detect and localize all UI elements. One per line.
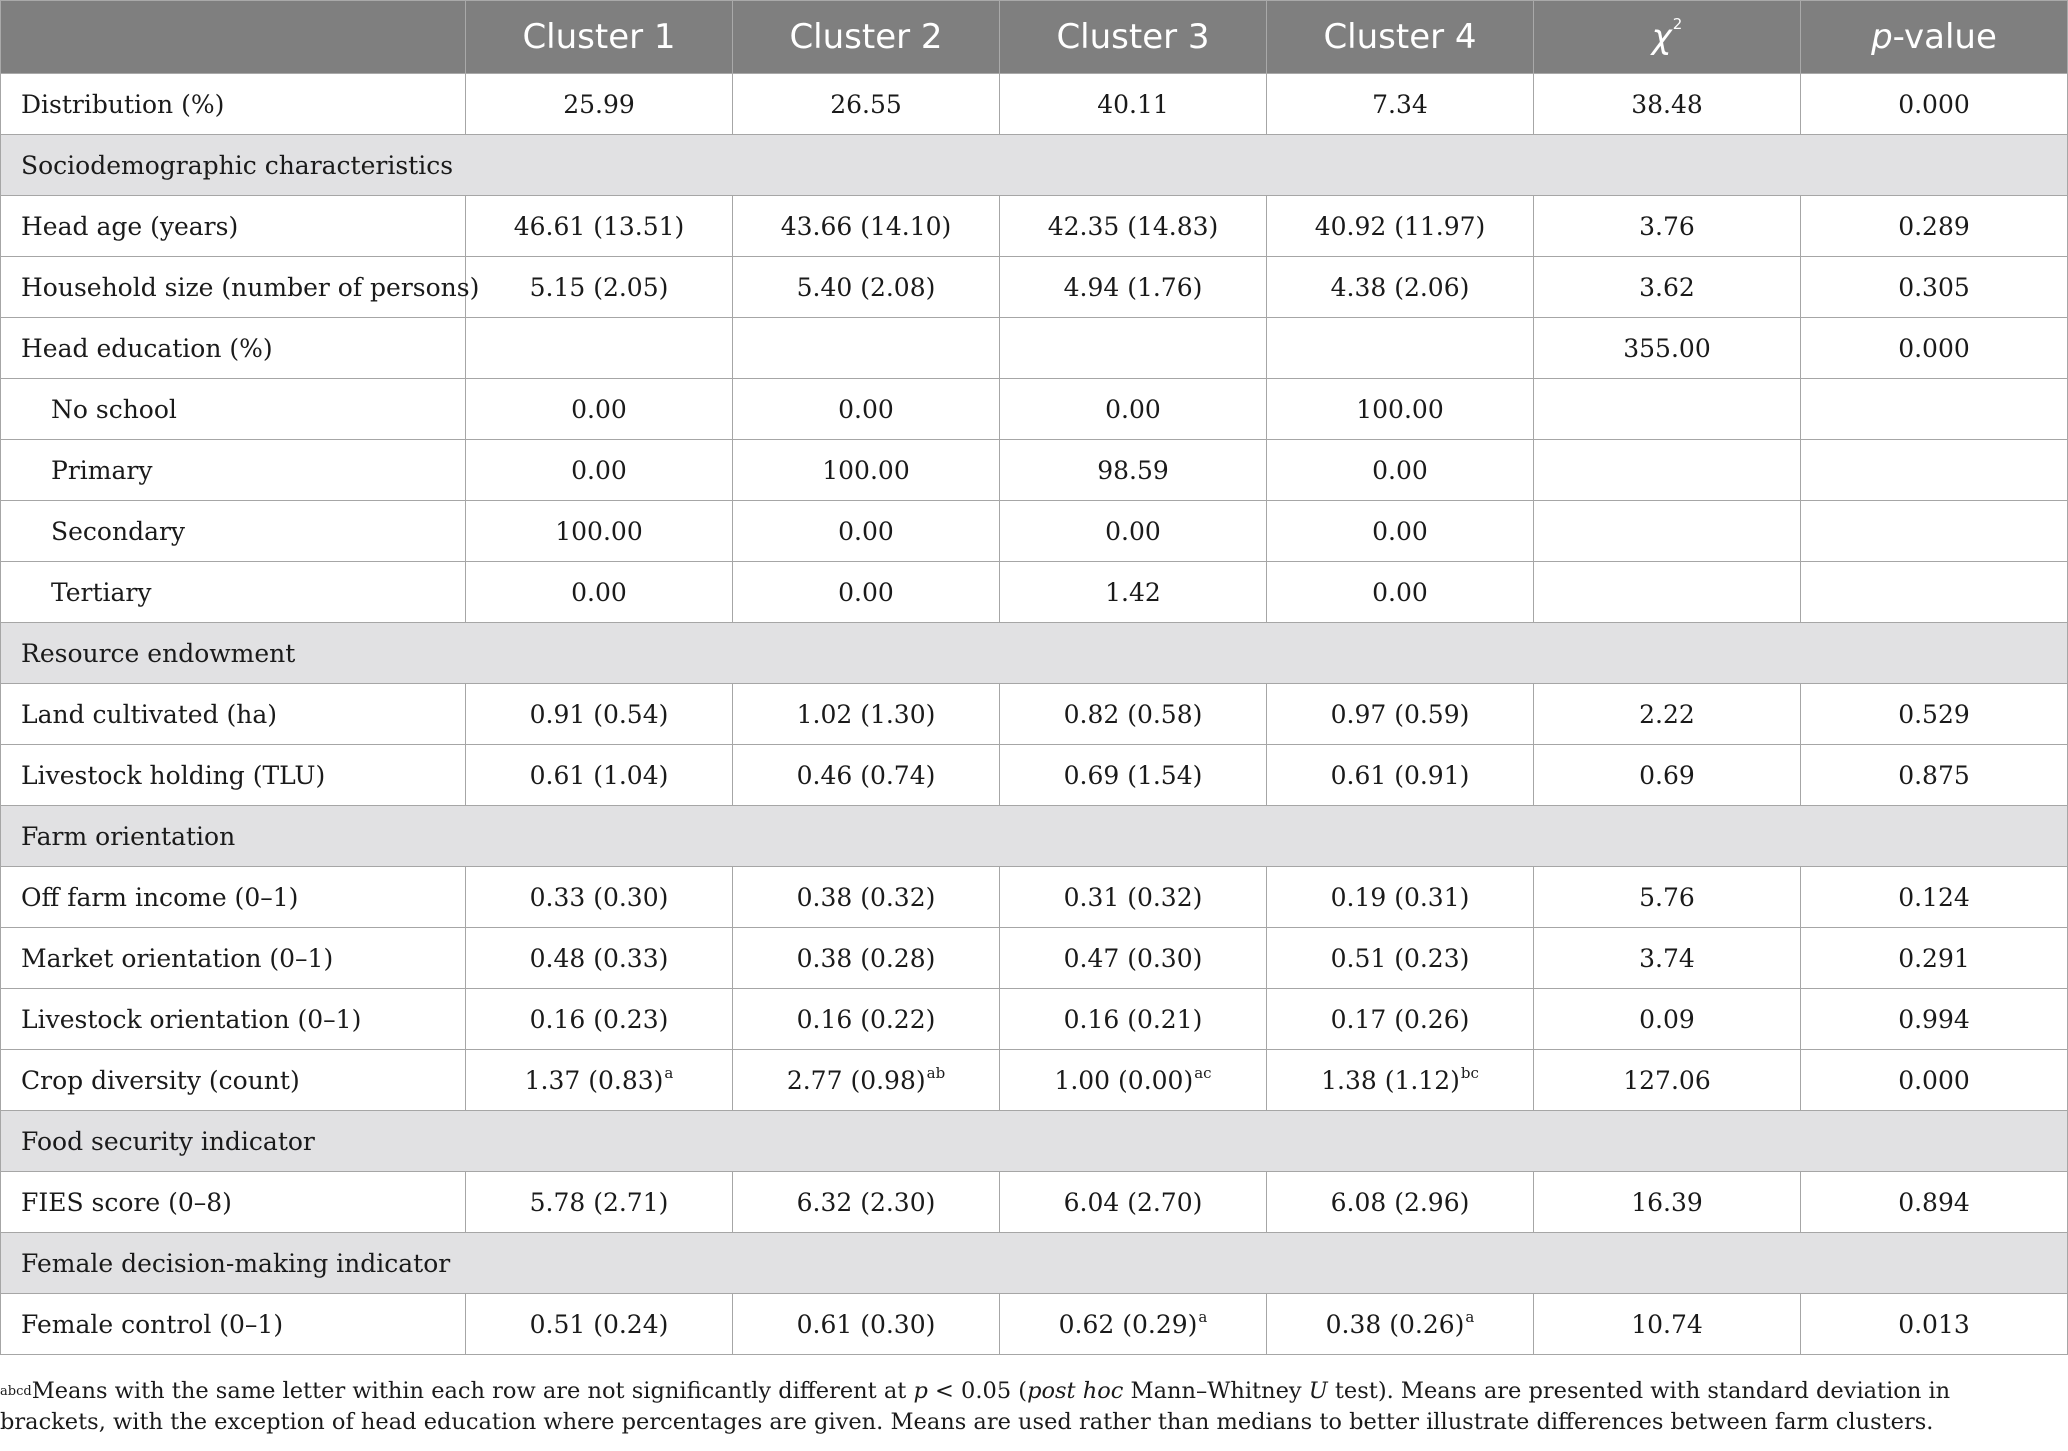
p-value-suffix: -value	[1892, 17, 1997, 57]
cell-value: 0.00	[1372, 516, 1428, 546]
cell-value: 5.78 (2.71)	[529, 1187, 669, 1217]
cell-value: 0.46 (0.74)	[796, 760, 936, 790]
cell-value: 46.61 (13.51)	[513, 211, 685, 241]
cell-value: 100.00	[1356, 394, 1444, 424]
cell-value: 2.77 (0.98)	[786, 1065, 926, 1095]
cell-value: 40.11	[1097, 89, 1169, 119]
cell-value: 6.04 (2.70)	[1063, 1187, 1203, 1217]
table-cell	[733, 1172, 1000, 1233]
table-cell	[1801, 684, 2068, 745]
table-cell	[1801, 501, 2068, 562]
cell-value: 1.37 (0.83)	[524, 1065, 664, 1095]
cell-value: 1.38 (1.12)	[1321, 1065, 1460, 1095]
table-cell	[1000, 684, 1267, 745]
cell-value: 43.66 (14.10)	[780, 211, 952, 241]
cell-value: 0.289	[1898, 211, 1970, 241]
cell-value: 0.69	[1639, 760, 1695, 790]
cell-value: 0.00	[838, 394, 894, 424]
table-cell	[1267, 196, 1534, 257]
table-cell	[466, 196, 733, 257]
cell-value: 7.34	[1372, 89, 1428, 119]
table-row	[1, 562, 2068, 623]
table-cell	[466, 684, 733, 745]
table-cell	[1267, 379, 1534, 440]
table-cell	[466, 1294, 733, 1355]
table-cell	[733, 379, 1000, 440]
cell-value: 1.02 (1.30)	[796, 699, 936, 729]
footnote-p: p	[913, 1378, 928, 1404]
table-cell	[1534, 196, 1801, 257]
cell-value: 0.47 (0.30)	[1063, 943, 1203, 973]
chi-superscript: 2	[1672, 15, 1683, 33]
cell-value: 0.51 (0.24)	[529, 1309, 669, 1339]
table-cell	[1801, 1050, 2068, 1111]
cell-value: 0.61 (0.30)	[796, 1309, 936, 1339]
row-label: FIES score (0–8)	[1, 1172, 466, 1233]
table-cell	[1267, 867, 1534, 928]
cell-value: 6.32 (2.30)	[796, 1187, 936, 1217]
table-cell	[733, 867, 1000, 928]
table-cell	[466, 501, 733, 562]
table-row	[1, 745, 2068, 806]
table-cell	[1267, 562, 1534, 623]
table-cell	[1000, 257, 1267, 318]
cell-value: 0.82 (0.58)	[1063, 699, 1203, 729]
table-cell	[1801, 318, 2068, 379]
row-label: Secondary	[1, 501, 466, 562]
cell-value: 10.74	[1631, 1309, 1703, 1339]
section-heading: Food security indicator	[1, 1111, 2068, 1172]
table-cell	[733, 684, 1000, 745]
cell-value: 0.48 (0.33)	[529, 943, 669, 973]
cell-value: 0.894	[1898, 1187, 1970, 1217]
row-label: Tertiary	[1, 562, 466, 623]
cell-value: 0.38 (0.28)	[796, 943, 936, 973]
cell-value: 1.00 (0.00)	[1054, 1065, 1194, 1095]
cell-value: 5.76	[1639, 882, 1695, 912]
footnote-u: U	[1308, 1378, 1328, 1404]
table-cell	[1267, 684, 1534, 745]
cell-value: 0.000	[1898, 89, 1970, 119]
table-row	[1, 501, 2068, 562]
cell-value: 0.00	[571, 455, 627, 485]
row-label: Livestock orientation (0–1)	[1, 989, 466, 1050]
cell-value: 100.00	[822, 455, 910, 485]
row-label: Primary	[1, 440, 466, 501]
cell-value: 0.61 (1.04)	[529, 760, 669, 790]
header-chi-square	[1534, 1, 1801, 74]
cell-value: 0.875	[1898, 760, 1970, 790]
table-cell	[1000, 379, 1267, 440]
table-cell	[1534, 928, 1801, 989]
cell-value: 0.16 (0.22)	[796, 1004, 936, 1034]
table-cell	[466, 1172, 733, 1233]
table-cell	[466, 867, 733, 928]
table-cell	[1534, 1050, 1801, 1111]
section-row	[1, 1233, 2068, 1294]
table-row	[1, 196, 2068, 257]
table-row	[1, 928, 2068, 989]
table-row	[1, 1050, 2068, 1111]
table-cell	[466, 440, 733, 501]
cell-value: 0.17 (0.26)	[1330, 1004, 1470, 1034]
significance-superscript: ab	[926, 1063, 946, 1082]
cell-value: 0.00	[1105, 394, 1161, 424]
row-label: Distribution (%)	[1, 74, 466, 135]
table-cell	[1267, 74, 1534, 135]
table-cell	[1534, 989, 1801, 1050]
table-cell	[733, 1294, 1000, 1355]
section-row	[1, 623, 2068, 684]
table-cell	[1534, 745, 1801, 806]
table-row	[1, 867, 2068, 928]
table-cell	[1801, 1172, 2068, 1233]
section-row	[1, 135, 2068, 196]
table-cell	[733, 318, 1000, 379]
section-heading: Female decision-making indicator	[1, 1233, 2068, 1294]
section-row	[1, 806, 2068, 867]
cell-value: 0.51 (0.23)	[1330, 943, 1470, 973]
table-cell	[733, 501, 1000, 562]
cell-value: 3.74	[1639, 943, 1695, 973]
cell-value: 0.09	[1639, 1004, 1695, 1034]
table-cell	[1801, 1294, 2068, 1355]
table-cell	[1534, 867, 1801, 928]
header-cluster-1: Cluster 1	[466, 1, 733, 74]
table-cell	[733, 989, 1000, 1050]
table-cell	[1000, 562, 1267, 623]
table-cell	[1801, 867, 2068, 928]
significance-superscript: bc	[1460, 1063, 1479, 1082]
table-cell	[1534, 257, 1801, 318]
table-cell	[1801, 257, 2068, 318]
table-cell	[1534, 74, 1801, 135]
row-label: Crop diversity (count)	[1, 1050, 466, 1111]
header-blank	[1, 1, 466, 74]
table-cell	[1267, 1172, 1534, 1233]
cell-value: 0.00	[571, 394, 627, 424]
row-label: Livestock holding (TLU)	[1, 745, 466, 806]
table-cell	[466, 562, 733, 623]
table-row	[1, 318, 2068, 379]
row-label: No school	[1, 379, 466, 440]
section-heading: Sociodemographic characteristics	[1, 135, 2068, 196]
row-label: Off farm income (0–1)	[1, 867, 466, 928]
row-label: Land cultivated (ha)	[1, 684, 466, 745]
cell-value: 0.19 (0.31)	[1330, 882, 1470, 912]
table-cell	[1267, 1294, 1534, 1355]
cell-value: 0.00	[838, 516, 894, 546]
cell-value: 3.76	[1639, 211, 1695, 241]
cell-value: 0.38 (0.32)	[796, 882, 936, 912]
table-cell	[733, 196, 1000, 257]
cell-value: 0.013	[1898, 1309, 1970, 1339]
footnote-post-hoc: post hoc	[1027, 1378, 1124, 1404]
cell-value: 0.31 (0.32)	[1063, 882, 1203, 912]
cell-value: 0.305	[1898, 272, 1970, 302]
table-body	[1, 74, 2068, 1355]
significance-superscript: a	[1465, 1307, 1475, 1326]
cell-value: 0.00	[1372, 577, 1428, 607]
cell-value: 0.994	[1898, 1004, 1970, 1034]
p-symbol: p	[1871, 17, 1893, 57]
cell-value: 0.33 (0.30)	[529, 882, 669, 912]
table-row	[1, 74, 2068, 135]
cell-value: 25.99	[563, 89, 635, 119]
table-cell	[1534, 684, 1801, 745]
cell-value: 5.40 (2.08)	[796, 272, 936, 302]
table-cell	[1000, 1172, 1267, 1233]
table-cell	[733, 562, 1000, 623]
cell-value: 0.69 (1.54)	[1063, 760, 1203, 790]
header-row	[1, 1, 2068, 74]
cell-value: 0.00	[838, 577, 894, 607]
cell-value: 3.62	[1639, 272, 1695, 302]
cell-value: 127.06	[1623, 1065, 1711, 1095]
table-cell	[1000, 989, 1267, 1050]
table-cell	[1534, 1172, 1801, 1233]
row-label: Market orientation (0–1)	[1, 928, 466, 989]
cell-value: 0.38 (0.26)	[1325, 1309, 1465, 1339]
footnote-text-3: Mann–Whitney	[1123, 1378, 1309, 1404]
cell-value: 355.00	[1623, 333, 1711, 363]
footnote-superscript: abcd	[0, 1384, 32, 1399]
table-cell	[733, 440, 1000, 501]
table-cell	[1267, 928, 1534, 989]
header-cluster-3: Cluster 3	[1000, 1, 1267, 74]
footnote-text-1: Means with the same letter within each row are not significantly different at	[31, 1378, 914, 1404]
row-label: Household size (number of persons)	[1, 257, 466, 318]
cell-value: 0.124	[1898, 882, 1970, 912]
cell-value: 4.38 (2.06)	[1330, 272, 1470, 302]
table-cell	[466, 318, 733, 379]
cell-value: 0.16 (0.21)	[1063, 1004, 1203, 1034]
table-cell	[1267, 501, 1534, 562]
table-cell	[1801, 440, 2068, 501]
table-cell	[1801, 74, 2068, 135]
cell-value: 2.22	[1639, 699, 1695, 729]
cell-value: 40.92 (11.97)	[1314, 211, 1486, 241]
table-cell	[1267, 745, 1534, 806]
table-cell	[1000, 1050, 1267, 1111]
table-cell	[466, 74, 733, 135]
table-cell	[1801, 745, 2068, 806]
cell-value: 5.15 (2.05)	[529, 272, 669, 302]
cell-value: 0.91 (0.54)	[529, 699, 669, 729]
cell-value: 0.00	[571, 577, 627, 607]
table-cell	[1534, 501, 1801, 562]
cell-value: 0.62 (0.29)	[1058, 1309, 1198, 1339]
cell-value: 0.00	[1105, 516, 1161, 546]
table-cell	[466, 989, 733, 1050]
table-cell	[1000, 745, 1267, 806]
table-row	[1, 684, 2068, 745]
table-cell	[1000, 440, 1267, 501]
table-cell	[1000, 1294, 1267, 1355]
table-cell	[1534, 562, 1801, 623]
header-p-value	[1801, 1, 2068, 74]
cell-value: 98.59	[1097, 455, 1169, 485]
table-cell	[1000, 74, 1267, 135]
table-cell	[1801, 379, 2068, 440]
cell-value: 0.000	[1898, 333, 1970, 363]
table-cell	[1000, 928, 1267, 989]
section-heading: Resource endowment	[1, 623, 2068, 684]
table-cell	[1267, 989, 1534, 1050]
table-cell	[1267, 318, 1534, 379]
cell-value: 4.94 (1.76)	[1063, 272, 1203, 302]
table-cell	[1801, 562, 2068, 623]
table-cell	[1000, 867, 1267, 928]
table-cell	[1267, 1050, 1534, 1111]
cell-value: 1.42	[1105, 577, 1161, 607]
cell-value: 100.00	[555, 516, 643, 546]
table-row	[1, 379, 2068, 440]
table-row	[1, 440, 2068, 501]
table-cell	[1534, 440, 1801, 501]
row-label: Female control (0–1)	[1, 1294, 466, 1355]
section-row	[1, 1111, 2068, 1172]
significance-superscript: a	[664, 1063, 674, 1082]
table-cell	[1801, 196, 2068, 257]
cell-value: 16.39	[1631, 1187, 1703, 1217]
table-footnote	[0, 1376, 2060, 1438]
table-cell	[466, 257, 733, 318]
table-row	[1, 1294, 2068, 1355]
significance-superscript: a	[1198, 1307, 1208, 1326]
cell-value: 0.61 (0.91)	[1330, 760, 1470, 790]
table-cell	[1534, 318, 1801, 379]
cell-value: 0.97 (0.59)	[1330, 699, 1470, 729]
table-cell	[733, 745, 1000, 806]
significance-superscript: ac	[1194, 1063, 1212, 1082]
table-cell	[733, 74, 1000, 135]
cell-value: 26.55	[830, 89, 902, 119]
header-cluster-2: Cluster 2	[733, 1, 1000, 74]
table-cell	[733, 1050, 1000, 1111]
row-label: Head education (%)	[1, 318, 466, 379]
row-label: Head age (years)	[1, 196, 466, 257]
table-row	[1, 257, 2068, 318]
cell-value: 0.000	[1898, 1065, 1970, 1095]
cell-value: 6.08 (2.96)	[1330, 1187, 1470, 1217]
table-cell	[1801, 989, 2068, 1050]
header-cluster-4: Cluster 4	[1267, 1, 1534, 74]
table-cell	[1534, 379, 1801, 440]
table-cell	[733, 928, 1000, 989]
table-cell	[466, 745, 733, 806]
cell-value: 0.291	[1898, 943, 1970, 973]
cell-value: 0.16 (0.23)	[529, 1004, 669, 1034]
footnote-text-2: < 0.05 (	[927, 1378, 1028, 1404]
cell-value: 0.529	[1898, 699, 1970, 729]
table-cell	[1000, 196, 1267, 257]
table-cell	[1534, 1294, 1801, 1355]
table-cell	[466, 379, 733, 440]
section-heading: Farm orientation	[1, 806, 2068, 867]
table-cell	[1801, 928, 2068, 989]
footnote-text-4: test). Means are presented with standard deviation in brackets, with the exception of head education where percentages are given. Means are used rather than medians to better illustrate differences between farm clusters.	[0, 1378, 1951, 1435]
table-cell	[466, 1050, 733, 1111]
cell-value: 38.48	[1631, 89, 1703, 119]
table-cell	[466, 928, 733, 989]
table-row	[1, 1172, 2068, 1233]
table-cell	[1267, 440, 1534, 501]
table-row	[1, 989, 2068, 1050]
chi-symbol: χ	[1651, 17, 1672, 57]
table-cell	[733, 257, 1000, 318]
table-cell	[1000, 501, 1267, 562]
cell-value: 0.00	[1372, 455, 1428, 485]
cell-value: 42.35 (14.83)	[1047, 211, 1219, 241]
table-cell	[1000, 318, 1267, 379]
table-cell	[1267, 257, 1534, 318]
